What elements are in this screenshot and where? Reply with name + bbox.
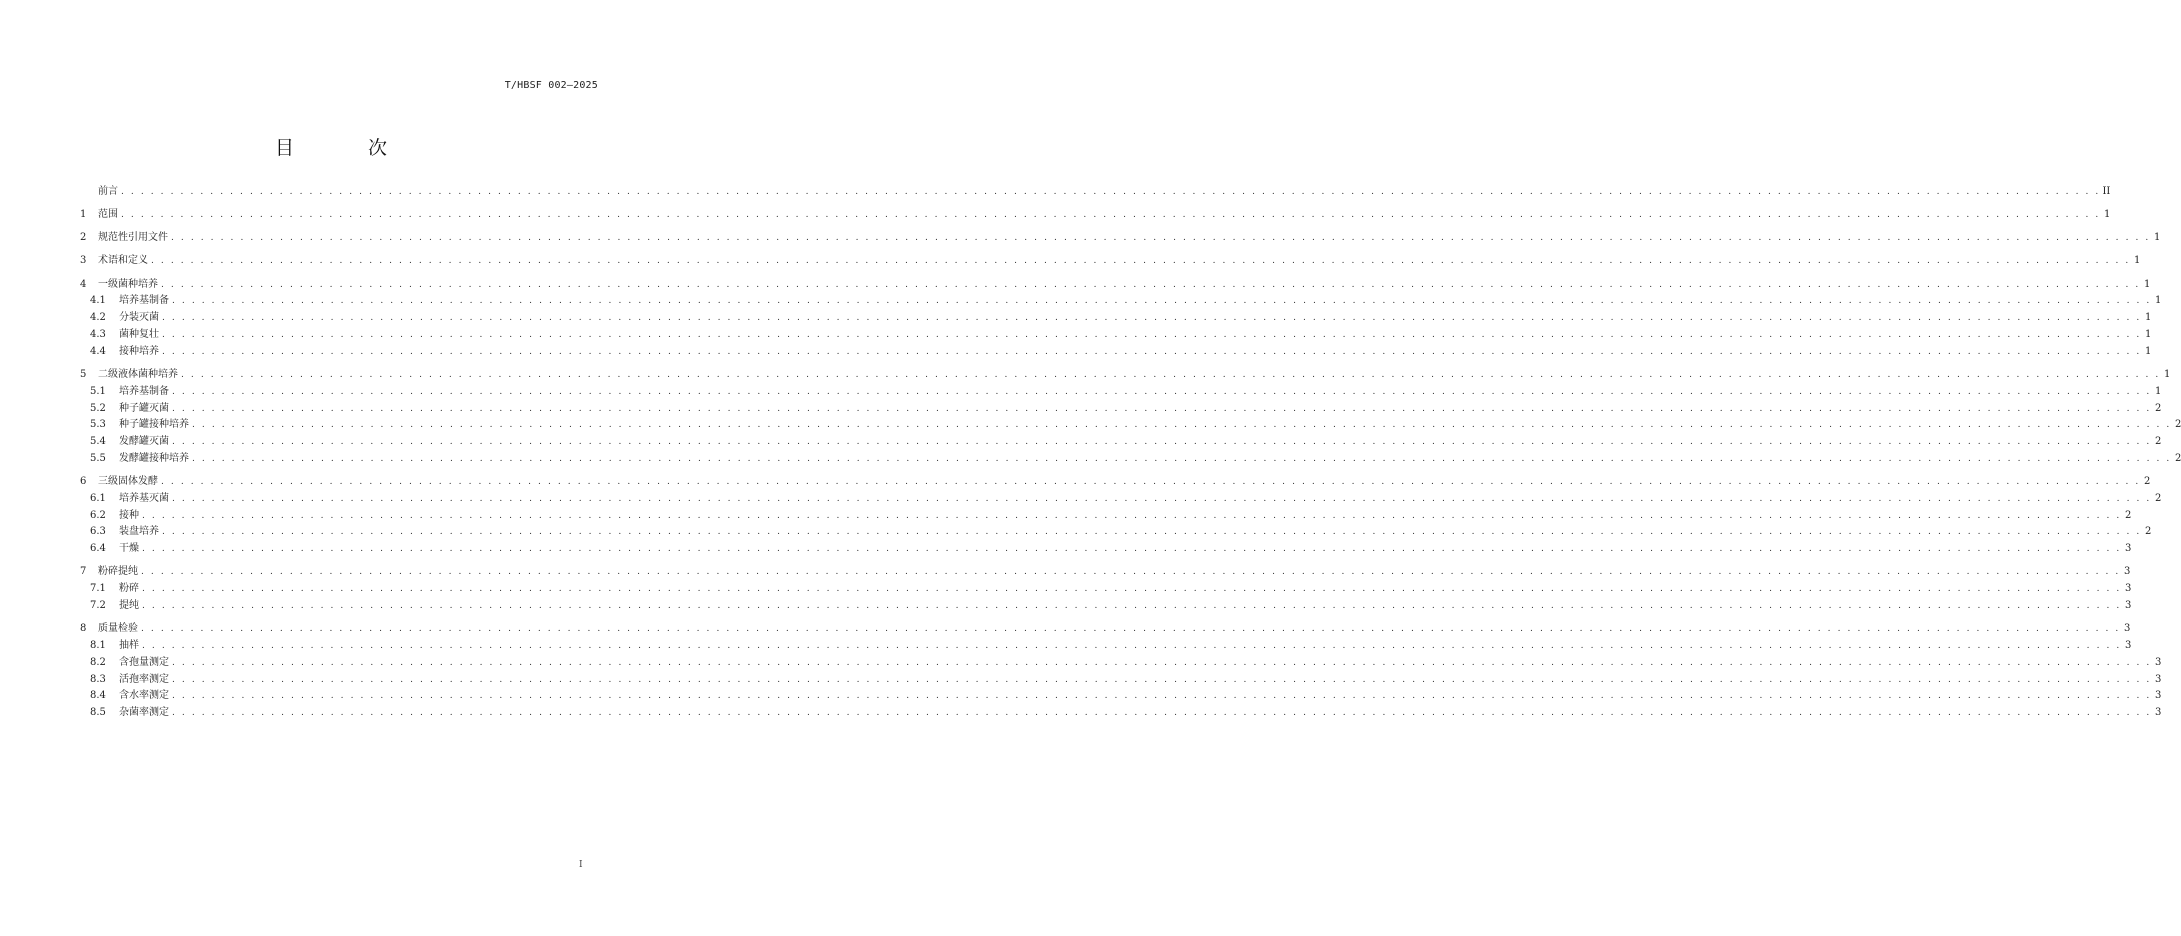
toc-entry[interactable] [80, 341, 2152, 358]
toc-entry-number: 8.2 [90, 656, 106, 668]
toc-entry-title: 接种培养 [119, 345, 159, 357]
toc-entry-page: 3 [2155, 673, 2162, 685]
toc-entry-number: 2 [80, 232, 87, 244]
toc-entry-number: 8 [80, 623, 87, 635]
toc-entry[interactable] [80, 578, 2132, 595]
toc-dot-leader: . . . . . . . . . . . . . . . . . . . . . . . . . . . . . . . . . . . . . . . . . . . . . . . . . . . . . . . . . . . . . . . . . . . . . . . . . . . . . . . . . . . . . . . . . . . . . . . . . . . . . . . . . . . . . . . . . . . . . . . . . . . . . . . . . . . . . . . . . . . . . . . . . . . . . . . . . . . . . . . . . . . . . . . . . . . . . . . . . . . . . . . . . . . . . . . . . . . . . . . . [172, 296, 2152, 307]
toc-entry-title: 接种 [119, 509, 139, 521]
toc-entry-page: 2 [2155, 436, 2162, 448]
toc-entry[interactable] [80, 522, 2152, 539]
toc-entry-title: 粉碎提纯 [98, 566, 138, 578]
toc-entry-page: 1 [2144, 278, 2151, 290]
toc-entry-number: 7.2 [90, 600, 106, 612]
toc-entry-number: 4.1 [90, 295, 106, 307]
toc-entry-page: 3 [2124, 566, 2131, 578]
toc-entry-number: 5.1 [90, 385, 106, 397]
page-number: I [579, 860, 583, 870]
toc-dot-leader: . . . . . . . . . . . . . . . . . . . . . . . . . . . . . . . . . . . . . . . . . . . . . . . . . . . . . . . . . . . . . . . . . . . . . . . . . . . . . . . . . . . . . . . . . . . . . . . . . . . . . . . . . . . . . . . . . . . . . . . . . . . . . . . . . . . . . . . . . . . . . . . . . . . . . . . . . . . . . . . . . . . . . . . . . . . . . . . . . . . . . . . . . . . . . . . . . . . . . . . . [142, 641, 2122, 652]
toc-entry-number: 4.4 [90, 345, 106, 357]
toc-entry[interactable] [80, 471, 2151, 488]
toc-entry-title: 含孢量测定 [119, 656, 169, 668]
toc-entry[interactable] [80, 686, 2162, 703]
toc-entry[interactable] [80, 618, 2131, 635]
page-title: 目 次 [274, 137, 422, 159]
toc-entry[interactable] [80, 251, 2141, 268]
toc-entry-page: 2 [2144, 476, 2151, 488]
toc-dot-leader: . . . . . . . . . . . . . . . . . . . . . . . . . . . . . . . . . . . . . . . . . . . . . . . . . . . . . . . . . . . . . . . . . . . . . . . . . . . . . . . . . . . . . . . . . . . . . . . . . . . . . . . . . . . . . . . . . . . . . . . . . . . . . . . . . . . . . . . . . . . . . . . . . . . . . . . . . . . . . . . . . . . . . . . . . . . . . . . . . . . . . . . . . . . . . . . . . . . . . . . . [142, 544, 2122, 555]
toc-entry-page: II [2102, 185, 2111, 197]
toc-entry-page: 1 [2134, 255, 2141, 267]
toc-entry[interactable] [80, 669, 2162, 686]
toc-dot-leader: . . . . . . . . . . . . . . . . . . . . . . . . . . . . . . . . . . . . . . . . . . . . . . . . . . . . . . . . . . . . . . . . . . . . . . . . . . . . . . . . . . . . . . . . . . . . . . . . . . . . . . . . . . . . . . . . . . . . . . . . . . . . . . . . . . . . . . . . . . . . . . . . . . . . . . . . . . . . . . . . . . . . . . . . . . . . . . . . . . . . . . . . . . . . . . . . . . . . . . . . [151, 256, 2131, 267]
toc-entry-title: 分装灭菌 [119, 312, 159, 324]
toc-dot-leader: . . . . . . . . . . . . . . . . . . . . . . . . . . . . . . . . . . . . . . . . . . . . . . . . . . . . . . . . . . . . . . . . . . . . . . . . . . . . . . . . . . . . . . . . . . . . . . . . . . . . . . . . . . . . . . . . . . . . . . . . . . . . . . . . . . . . . . . . . . . . . . . . . . . . . . . . . . . . . . . . . . . . . . . . . . . . . . . . . . . . . . . . . . . . . . . . . . . . . . . . [141, 624, 2121, 635]
toc-entry[interactable] [80, 488, 2162, 505]
toc-entry-page: 2 [2175, 452, 2181, 464]
toc-dot-leader: . . . . . . . . . . . . . . . . . . . . . . . . . . . . . . . . . . . . . . . . . . . . . . . . . . . . . . . . . . . . . . . . . . . . . . . . . . . . . . . . . . . . . . . . . . . . . . . . . . . . . . . . . . . . . . . . . . . . . . . . . . . . . . . . . . . . . . . . . . . . . . . . . . . . . . . . . . . . . . . . . . . . . . . . . . . . . . . . . . . . . . . . . . . . . . . . . . . . . . . . [162, 346, 2142, 357]
toc-dot-leader: . . . . . . . . . . . . . . . . . . . . . . . . . . . . . . . . . . . . . . . . . . . . . . . . . . . . . . . . . . . . . . . . . . . . . . . . . . . . . . . . . . . . . . . . . . . . . . . . . . . . . . . . . . . . . . . . . . . . . . . . . . . . . . . . . . . . . . . . . . . . . . . . . . . . . . . . . . . . . . . . . . . . . . . . . . . . . . . . . . . . . . . . . . . . . . . . . . . . . . . . [141, 567, 2121, 578]
toc-entry-title: 菌种复壮 [119, 328, 159, 340]
toc-dot-leader: . . . . . . . . . . . . . . . . . . . . . . . . . . . . . . . . . . . . . . . . . . . . . . . . . . . . . . . . . . . . . . . . . . . . . . . . . . . . . . . . . . . . . . . . . . . . . . . . . . . . . . . . . . . . . . . . . . . . . . . . . . . . . . . . . . . . . . . . . . . . . . . . . . . . . . . . . . . . . . . . . . . . . . . . . . . . . . . . . . . . . . . . . . . . . . . . . . . . . . . . [162, 329, 2142, 340]
toc-entry-page: 3 [2155, 707, 2162, 719]
toc-dot-leader: . . . . . . . . . . . . . . . . . . . . . . . . . . . . . . . . . . . . . . . . . . . . . . . . . . . . . . . . . . . . . . . . . . . . . . . . . . . . . . . . . . . . . . . . . . . . . . . . . . . . . . . . . . . . . . . . . . . . . . . . . . . . . . . . . . . . . . . . . . . . . . . . . . . . . . . . . . . . . . . . . . . . . . . . . . . . . . . . . . . . . . . . . . . . . . . . . . . . . . . . [161, 477, 2141, 488]
toc-entry[interactable] [80, 562, 2131, 579]
toc-entry-page: 2 [2145, 526, 2152, 538]
toc-entry-number: 8.3 [90, 673, 106, 685]
toc-entry[interactable] [80, 595, 2132, 612]
toc-entry-number: 7 [80, 566, 87, 578]
toc-entry-title: 杂菌率测定 [119, 707, 169, 719]
toc-entry-number: 5.2 [90, 402, 106, 414]
toc-entry-title: 培养基制备 [119, 295, 169, 307]
toc-entry-title: 提纯 [119, 600, 139, 612]
toc-dot-leader: . . . . . . . . . . . . . . . . . . . . . . . . . . . . . . . . . . . . . . . . . . . . . . . . . . . . . . . . . . . . . . . . . . . . . . . . . . . . . . . . . . . . . . . . . . . . . . . . . . . . . . . . . . . . . . . . . . . . . . . . . . . . . . . . . . . . . . . . . . . . . . . . . . . . . . . . . . . . . . . . . . . . . . . . . . . . . . . . . . . . . . . . . . . . . . . . . . . . . . . . [142, 510, 2122, 521]
toc-entry-number: 4.3 [90, 328, 106, 340]
toc-dot-leader: . . . . . . . . . . . . . . . . . . . . . . . . . . . . . . . . . . . . . . . . . . . . . . . . . . . . . . . . . . . . . . . . . . . . . . . . . . . . . . . . . . . . . . . . . . . . . . . . . . . . . . . . . . . . . . . . . . . . . . . . . . . . . . . . . . . . . . . . . . . . . . . . . . . . . . . . . . . . . . . . . . . . . . . . . . . . . . . . . . . . . . . . . . . . . . . . . . . . . . . . [142, 601, 2122, 612]
toc-dot-leader: . . . . . . . . . . . . . . . . . . . . . . . . . . . . . . . . . . . . . . . . . . . . . . . . . . . . . . . . . . . . . . . . . . . . . . . . . . . . . . . . . . . . . . . . . . . . . . . . . . . . . . . . . . . . . . . . . . . . . . . . . . . . . . . . . . . . . . . . . . . . . . . . . . . . . . . . . . . . . . . . . . . . . . . . . . . . . . . . . . . . . . . . . . . . . . . . . . . . . . . . [172, 708, 2152, 719]
toc-entry[interactable] [80, 227, 2161, 244]
toc-dot-leader: . . . . . . . . . . . . . . . . . . . . . . . . . . . . . . . . . . . . . . . . . . . . . . . . . . . . . . . . . . . . . . . . . . . . . . . . . . . . . . . . . . . . . . . . . . . . . . . . . . . . . . . . . . . . . . . . . . . . . . . . . . . . . . . . . . . . . . . . . . . . . . . . . . . . . . . . . . . . . . . . . . . . . . . . . . . . . . . . . . . . . . . . . . . . . . . . . . . . . . . . [172, 493, 2152, 504]
toc-entry[interactable] [80, 415, 2181, 432]
toc-entry[interactable] [80, 274, 2151, 291]
toc-entry-title: 发酵罐接种培养 [119, 452, 189, 464]
toc-dot-leader: . . . . . . . . . . . . . . . . . . . . . . . . . . . . . . . . . . . . . . . . . . . . . . . . . . . . . . . . . . . . . . . . . . . . . . . . . . . . . . . . . . . . . . . . . . . . . . . . . . . . . . . . . . . . . . . . . . . . . . . . . . . . . . . . . . . . . . . . . . . . . . . . . . . . . . . . . . . . . . . . . . . . . . . . . . . . . . . . . . . . . . . . . . . . . . . . . . . . . . . . [192, 453, 2172, 464]
toc-entry-title: 活孢率测定 [119, 673, 169, 685]
toc-entry[interactable] [80, 291, 2162, 308]
toc-entry-page: 1 [2145, 345, 2152, 357]
toc-entry-page: 3 [2125, 640, 2132, 652]
toc-entry-title: 培养基灭菌 [119, 492, 169, 504]
toc-dot-leader: . . . . . . . . . . . . . . . . . . . . . . . . . . . . . . . . . . . . . . . . . . . . . . . . . . . . . . . . . . . . . . . . . . . . . . . . . . . . . . . . . . . . . . . . . . . . . . . . . . . . . . . . . . . . . . . . . . . . . . . . . . . . . . . . . . . . . . . . . . . . . . . . . . . . . . . . . . . . . . . . . . . . . . . . . . . . . . . . . . . . . . . . . . . . . . . . . . . . . . . . [162, 313, 2142, 324]
toc-entry-page: 3 [2124, 623, 2131, 635]
toc-entry-page: 1 [2155, 385, 2162, 397]
toc-dot-leader: . . . . . . . . . . . . . . . . . . . . . . . . . . . . . . . . . . . . . . . . . . . . . . . . . . . . . . . . . . . . . . . . . . . . . . . . . . . . . . . . . . . . . . . . . . . . . . . . . . . . . . . . . . . . . . . . . . . . . . . . . . . . . . . . . . . . . . . . . . . . . . . . . . . . . . . . . . . . . . . . . . . . . . . . . . . . . . . . . . . . . . . . . . . . . . . . . . . . . . . . [121, 186, 2101, 197]
toc-entry[interactable] [80, 702, 2162, 719]
toc-entry-number: 1 [80, 208, 87, 220]
toc-entry-page: 3 [2125, 600, 2132, 612]
toc-entry-page: 3 [2125, 543, 2132, 555]
toc-entry-number: 5.4 [90, 436, 106, 448]
toc-entry-title: 种子罐灭菌 [119, 402, 169, 414]
toc-dot-leader: . . . . . . . . . . . . . . . . . . . . . . . . . . . . . . . . . . . . . . . . . . . . . . . . . . . . . . . . . . . . . . . . . . . . . . . . . . . . . . . . . . . . . . . . . . . . . . . . . . . . . . . . . . . . . . . . . . . . . . . . . . . . . . . . . . . . . . . . . . . . . . . . . . . . . . . . . . . . . . . . . . . . . . . . . . . . . . . . . . . . . . . . . . . . . . . . . . . . . . . . [142, 584, 2122, 595]
toc-dot-leader: . . . . . . . . . . . . . . . . . . . . . . . . . . . . . . . . . . . . . . . . . . . . . . . . . . . . . . . . . . . . . . . . . . . . . . . . . . . . . . . . . . . . . . . . . . . . . . . . . . . . . . . . . . . . . . . . . . . . . . . . . . . . . . . . . . . . . . . . . . . . . . . . . . . . . . . . . . . . . . . . . . . . . . . . . . . . . . . . . . . . . . . . . . . . . . . . . . . . . . . . [162, 527, 2142, 538]
document-code: T/HBSF 002—2025 [504, 80, 598, 91]
table-of-contents [80, 181, 2181, 719]
toc-entry-page: 1 [2164, 368, 2171, 380]
toc-entry-number: 6.2 [90, 509, 106, 521]
toc-entry-page: 3 [2155, 656, 2162, 668]
toc-entry-title: 种子罐接种培养 [119, 419, 189, 431]
toc-entry-title: 规范性引用文件 [98, 232, 168, 244]
toc-dot-leader: . . . . . . . . . . . . . . . . . . . . . . . . . . . . . . . . . . . . . . . . . . . . . . . . . . . . . . . . . . . . . . . . . . . . . . . . . . . . . . . . . . . . . . . . . . . . . . . . . . . . . . . . . . . . . . . . . . . . . . . . . . . . . . . . . . . . . . . . . . . . . . . . . . . . . . . . . . . . . . . . . . . . . . . . . . . . . . . . . . . . . . . . . . . . . . . . . . . . . . . . [171, 233, 2151, 244]
toc-entry[interactable] [80, 652, 2162, 669]
toc-entry[interactable] [80, 307, 2152, 324]
toc-entry[interactable] [80, 398, 2162, 415]
toc-dot-leader: . . . . . . . . . . . . . . . . . . . . . . . . . . . . . . . . . . . . . . . . . . . . . . . . . . . . . . . . . . . . . . . . . . . . . . . . . . . . . . . . . . . . . . . . . . . . . . . . . . . . . . . . . . . . . . . . . . . . . . . . . . . . . . . . . . . . . . . . . . . . . . . . . . . . . . . . . . . . . . . . . . . . . . . . . . . . . . . . . . . . . . . . . . . . . . . . . . . . . . . . [172, 674, 2152, 685]
toc-dot-leader: . . . . . . . . . . . . . . . . . . . . . . . . . . . . . . . . . . . . . . . . . . . . . . . . . . . . . . . . . . . . . . . . . . . . . . . . . . . . . . . . . . . . . . . . . . . . . . . . . . . . . . . . . . . . . . . . . . . . . . . . . . . . . . . . . . . . . . . . . . . . . . . . . . . . . . . . . . . . . . . . . . . . . . . . . . . . . . . . . . . . . . . . . . . . . . . . . . . . . . . . [192, 420, 2172, 431]
toc-entry-number: 6.4 [90, 543, 106, 555]
toc-entry-page: 1 [2155, 295, 2162, 307]
toc-entry-number: 3 [80, 255, 87, 267]
toc-entry[interactable] [80, 324, 2152, 341]
toc-entry[interactable] [80, 381, 2162, 398]
toc-entry-number: 6.1 [90, 492, 106, 504]
toc-entry-number: 8.5 [90, 707, 106, 719]
toc-entry-page: 2 [2155, 492, 2162, 504]
toc-entry-number: 4.2 [90, 312, 106, 324]
toc-entry-page: 3 [2125, 583, 2132, 595]
toc-entry[interactable] [80, 448, 2181, 465]
toc-entry-title: 粉碎 [119, 583, 139, 595]
toc-dot-leader: . . . . . . . . . . . . . . . . . . . . . . . . . . . . . . . . . . . . . . . . . . . . . . . . . . . . . . . . . . . . . . . . . . . . . . . . . . . . . . . . . . . . . . . . . . . . . . . . . . . . . . . . . . . . . . . . . . . . . . . . . . . . . . . . . . . . . . . . . . . . . . . . . . . . . . . . . . . . . . . . . . . . . . . . . . . . . . . . . . . . . . . . . . . . . . . . . . . . . . . . [172, 657, 2152, 668]
toc-entry-number: 6 [80, 476, 87, 488]
toc-entry[interactable] [80, 505, 2132, 522]
toc-dot-leader: . . . . . . . . . . . . . . . . . . . . . . . . . . . . . . . . . . . . . . . . . . . . . . . . . . . . . . . . . . . . . . . . . . . . . . . . . . . . . . . . . . . . . . . . . . . . . . . . . . . . . . . . . . . . . . . . . . . . . . . . . . . . . . . . . . . . . . . . . . . . . . . . . . . . . . . . . . . . . . . . . . . . . . . . . . . . . . . . . . . . . . . . . . . . . . . . . . . . . . . . [172, 403, 2152, 414]
toc-entry-title: 术语和定义 [98, 255, 148, 267]
toc-entry-title: 含水率测定 [119, 690, 169, 702]
toc-entry-title: 质量检验 [98, 623, 138, 635]
toc-entry-page: 1 [2104, 208, 2111, 220]
toc-entry-title: 二级液体菌种培养 [98, 368, 178, 380]
toc-dot-leader: . . . . . . . . . . . . . . . . . . . . . . . . . . . . . . . . . . . . . . . . . . . . . . . . . . . . . . . . . . . . . . . . . . . . . . . . . . . . . . . . . . . . . . . . . . . . . . . . . . . . . . . . . . . . . . . . . . . . . . . . . . . . . . . . . . . . . . . . . . . . . . . . . . . . . . . . . . . . . . . . . . . . . . . . . . . . . . . . . . . . . . . . . . . . . . . . . . . . . . . . [121, 209, 2101, 220]
toc-entry-page: 2 [2155, 402, 2162, 414]
toc-entry-page: 1 [2145, 328, 2152, 340]
toc-entry-number: 8.1 [90, 640, 106, 652]
toc-entry[interactable] [80, 204, 2111, 221]
toc-entry-page: 2 [2125, 509, 2132, 521]
toc-entry-page: 2 [2175, 419, 2181, 431]
toc-entry-page: 1 [2154, 232, 2161, 244]
toc-entry[interactable] [80, 431, 2162, 448]
toc-entry[interactable] [80, 181, 2111, 198]
toc-entry-title: 装盘培养 [119, 526, 159, 538]
toc-entry-title: 培养基制备 [119, 385, 169, 397]
toc-entry-number: 4 [80, 278, 87, 290]
toc-entry[interactable] [80, 635, 2132, 652]
toc-entry[interactable] [80, 364, 2171, 381]
toc-dot-leader: . . . . . . . . . . . . . . . . . . . . . . . . . . . . . . . . . . . . . . . . . . . . . . . . . . . . . . . . . . . . . . . . . . . . . . . . . . . . . . . . . . . . . . . . . . . . . . . . . . . . . . . . . . . . . . . . . . . . . . . . . . . . . . . . . . . . . . . . . . . . . . . . . . . . . . . . . . . . . . . . . . . . . . . . . . . . . . . . . . . . . . . . . . . . . . . . . . . . . . . . [181, 369, 2161, 380]
toc-entry[interactable] [80, 538, 2132, 555]
toc-entry-number: 5.5 [90, 452, 106, 464]
toc-entry-title: 三级固体发酵 [98, 476, 158, 488]
toc-entry-title: 范围 [98, 208, 118, 220]
toc-entry-number: 5 [80, 368, 87, 380]
toc-entry-title: 一级菌种培养 [98, 278, 158, 290]
toc-dot-leader: . . . . . . . . . . . . . . . . . . . . . . . . . . . . . . . . . . . . . . . . . . . . . . . . . . . . . . . . . . . . . . . . . . . . . . . . . . . . . . . . . . . . . . . . . . . . . . . . . . . . . . . . . . . . . . . . . . . . . . . . . . . . . . . . . . . . . . . . . . . . . . . . . . . . . . . . . . . . . . . . . . . . . . . . . . . . . . . . . . . . . . . . . . . . . . . . . . . . . . . . [161, 279, 2141, 290]
toc-entry-number: 5.3 [90, 419, 106, 431]
toc-entry-number: 8.4 [90, 690, 106, 702]
toc-entry-title: 发酵罐灭菌 [119, 436, 169, 448]
toc-dot-leader: . . . . . . . . . . . . . . . . . . . . . . . . . . . . . . . . . . . . . . . . . . . . . . . . . . . . . . . . . . . . . . . . . . . . . . . . . . . . . . . . . . . . . . . . . . . . . . . . . . . . . . . . . . . . . . . . . . . . . . . . . . . . . . . . . . . . . . . . . . . . . . . . . . . . . . . . . . . . . . . . . . . . . . . . . . . . . . . . . . . . . . . . . . . . . . . . . . . . . . . . [172, 691, 2152, 702]
toc-entry-number: 7.1 [90, 583, 106, 595]
toc-dot-leader: . . . . . . . . . . . . . . . . . . . . . . . . . . . . . . . . . . . . . . . . . . . . . . . . . . . . . . . . . . . . . . . . . . . . . . . . . . . . . . . . . . . . . . . . . . . . . . . . . . . . . . . . . . . . . . . . . . . . . . . . . . . . . . . . . . . . . . . . . . . . . . . . . . . . . . . . . . . . . . . . . . . . . . . . . . . . . . . . . . . . . . . . . . . . . . . . . . . . . . . . [172, 386, 2152, 397]
toc-entry-title: 前言 [98, 185, 118, 197]
toc-dot-leader: . . . . . . . . . . . . . . . . . . . . . . . . . . . . . . . . . . . . . . . . . . . . . . . . . . . . . . . . . . . . . . . . . . . . . . . . . . . . . . . . . . . . . . . . . . . . . . . . . . . . . . . . . . . . . . . . . . . . . . . . . . . . . . . . . . . . . . . . . . . . . . . . . . . . . . . . . . . . . . . . . . . . . . . . . . . . . . . . . . . . . . . . . . . . . . . . . . . . . . . . [172, 437, 2152, 448]
toc-entry-title: 干燥 [119, 543, 139, 555]
toc-entry-title: 抽样 [119, 640, 139, 652]
toc-entry-page: 3 [2155, 690, 2162, 702]
toc-entry-page: 1 [2145, 312, 2152, 324]
toc-entry-number: 6.3 [90, 526, 106, 538]
